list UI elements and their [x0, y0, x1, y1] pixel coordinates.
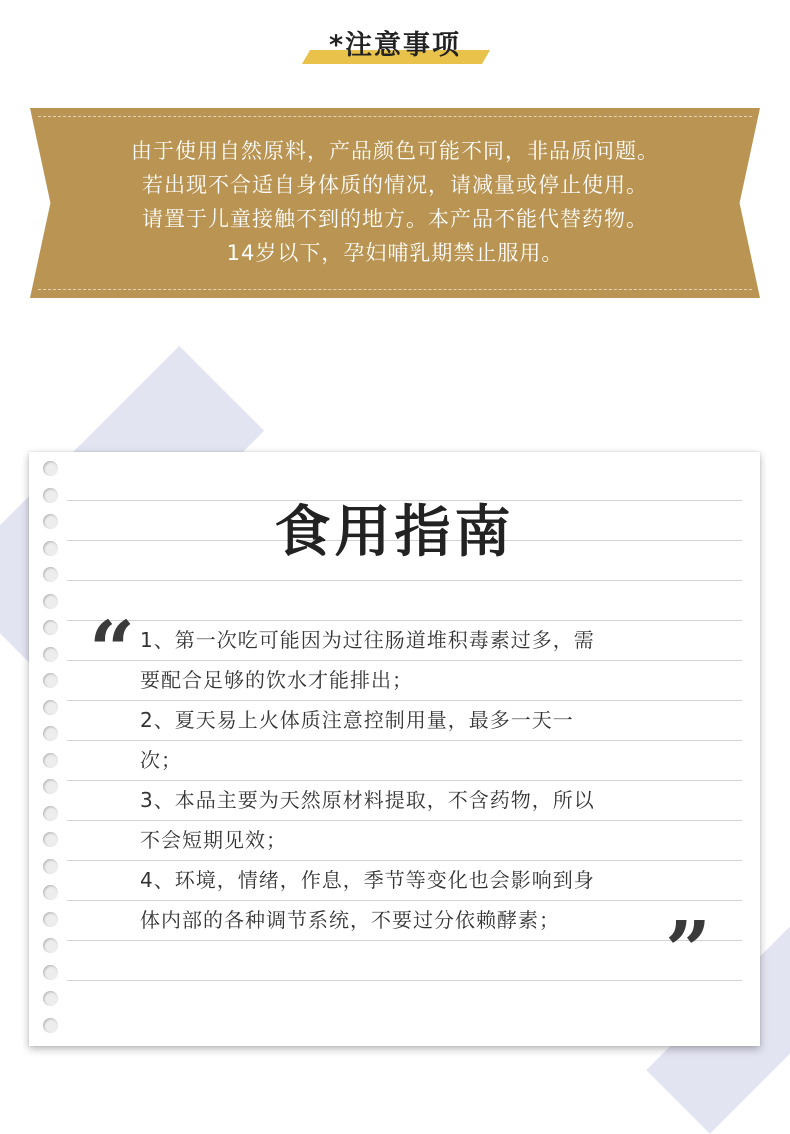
guide-line: 4、环境，情绪，作息，季节等变化也会影响到身: [140, 868, 595, 892]
notice-line: 若出现不合适自身体质的情况，请减量或停止使用。: [142, 173, 648, 197]
binder-hole: [43, 753, 58, 768]
notice-line: 请置于儿童接触不到的地方。本产品不能代替药物。: [142, 207, 648, 231]
binder-hole: [43, 461, 58, 476]
ruled-line: [67, 980, 742, 981]
binder-hole: [43, 912, 58, 927]
binder-hole: [43, 726, 58, 741]
binder-hole: [43, 620, 58, 635]
guide-line: 3、本品主要为天然原材料提取，不含药物，所以: [140, 788, 595, 812]
ruled-line: [67, 580, 742, 581]
open-quote-icon: “: [89, 603, 136, 697]
ruled-line: [67, 940, 742, 941]
guide-text-block: [140, 620, 670, 940]
notice-text-block: [30, 134, 760, 270]
guide-line: 1、第一次吃可能因为过往肠道堆积毒素过多，需: [140, 628, 595, 652]
binder-hole: [43, 965, 58, 980]
binder-hole: [43, 991, 58, 1006]
binder-hole: [43, 647, 58, 662]
binder-hole: [43, 832, 58, 847]
guide-title: 食用指南: [274, 500, 515, 565]
binder-hole: [43, 567, 58, 582]
close-quote-icon: ”: [665, 903, 712, 997]
binder-hole: [43, 779, 58, 794]
guide-line: 要配合足够的饮水才能排出；: [140, 668, 413, 692]
binder-hole: [43, 859, 58, 874]
binder-hole: [43, 1018, 58, 1033]
binder-hole: [43, 594, 58, 609]
binder-hole: [43, 938, 58, 953]
binder-hole: [43, 806, 58, 821]
guide-line: 体内部的各种调节系统，不要过分依赖酵素；: [140, 908, 560, 932]
notice-line: 14岁以下，孕妇哺乳期禁止服用。: [226, 241, 564, 265]
usage-guide-card: [29, 452, 760, 1046]
notice-title: *注意事项: [328, 30, 462, 61]
binder-hole: [43, 885, 58, 900]
binder-hole: [43, 700, 58, 715]
notice-line: 由于使用自然原料，产品颜色可能不同，非品质问题。: [131, 139, 659, 163]
binder-hole: [43, 673, 58, 688]
guide-line: 2、夏天易上火体质注意控制用量，最多一天一: [140, 708, 574, 732]
notice-header: [0, 26, 790, 66]
guide-line: 次；: [140, 748, 182, 772]
guide-line: 不会短期见效；: [140, 828, 287, 852]
